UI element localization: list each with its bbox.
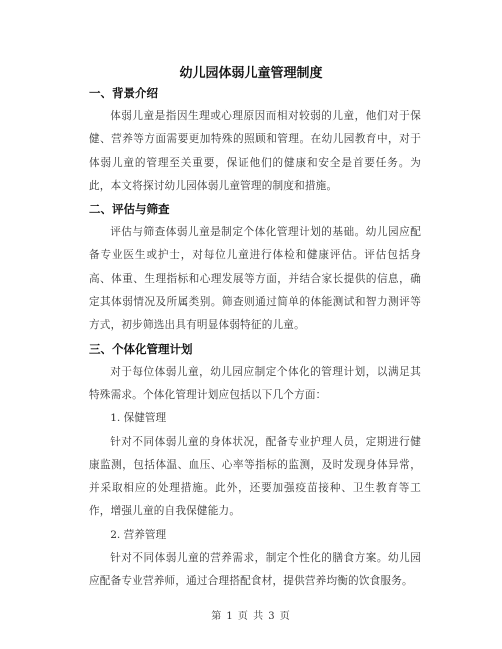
- subsection-paragraph-nutrition: 针对不同体弱儿童的营养需求，制定个性化的膳食方案。幼儿园应配备专业营养师，通过合理搭配食材，提供营养均衡的饮食服务。: [89, 552, 421, 588]
- subsection-title-health: 1. 保健管理: [110, 412, 167, 425]
- section-paragraph-background: 体弱儿童是指因生理或心理原因而相对较弱的儿童，他们对于保健、营养等方面需要更加特殊的照顾和管理。在幼儿园教育中，对于体弱儿童的管理至关重要，保证他们的健康和安全是首要任务。为此，本文将探讨幼儿园体弱儿童管理的制度和措施。: [89, 110, 421, 192]
- section-heading-background: 一、背景介绍: [89, 86, 158, 100]
- subsection-title-nutrition: 2. 营养管理: [110, 528, 167, 541]
- page-footer: 第 1 页 共 3 页: [211, 611, 291, 622]
- section-paragraph-individual-plan: 对于每位体弱儿童，幼儿园应制定个体化的管理计划，以满足其特殊需求。个体化管理计划应包括以下几个方面：: [89, 365, 421, 401]
- section-paragraph-assessment: 评估与筛查体弱儿童是制定个体化管理计划的基础。幼儿园应配备专业医生或护士，对每位儿童进行体检和健康评估。评估包括身高、体重、生理指标和心理发展等方面，并结合家长提供的信息，确定其体弱情况及所属类别。筛查则通过简单的体能测试和智力测评等方式，初步筛选出具有明显体弱特征的儿童。: [89, 226, 421, 332]
- subsection-paragraph-health: 针对不同体弱儿童的身体状况，配备专业护理人员，定期进行健康监测，包括体温、血压、心率等指标的监测，及时发现身体异常，并采取相应的处理措施。此外，还要加强疫苗接种、卫生教育等工作，增强儿童的自我保健能力。: [89, 435, 421, 518]
- section-heading-individual-plan: 三、个体化管理计划: [89, 341, 193, 356]
- section-heading-assessment: 二、评估与筛查: [89, 202, 170, 217]
- document-body: [89, 82, 421, 594]
- document-title: 幼儿园体弱儿童管理制度: [179, 66, 323, 81]
